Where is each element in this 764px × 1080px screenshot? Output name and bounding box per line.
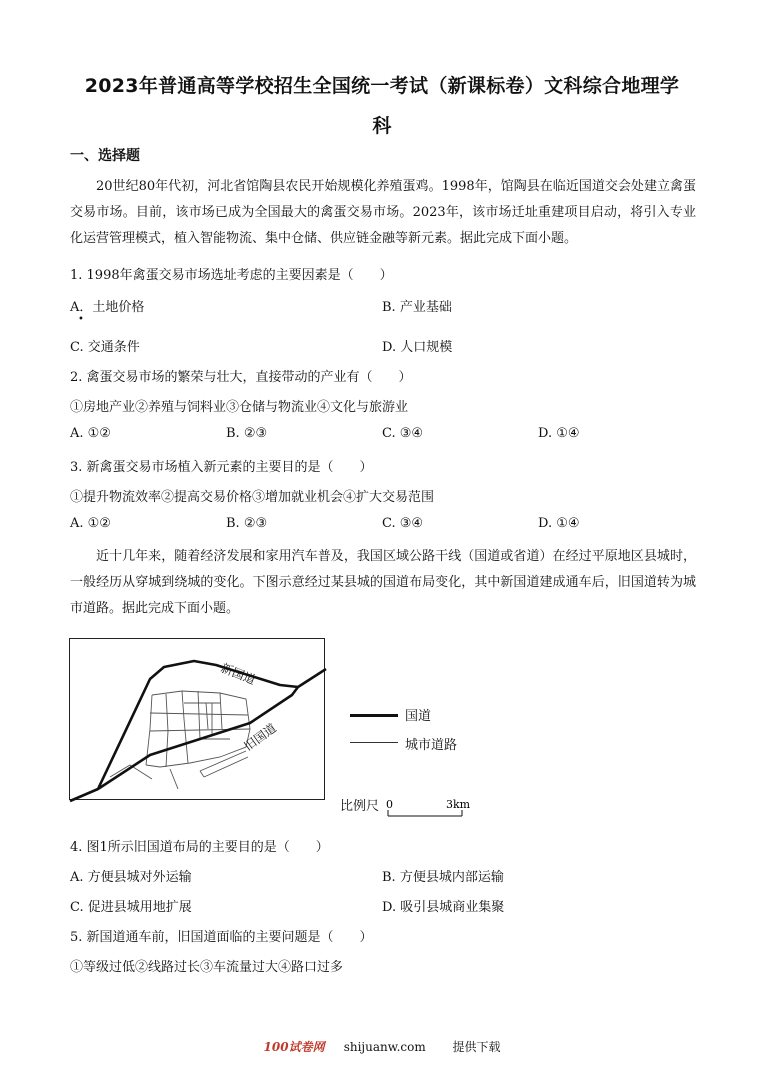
- q4-option-c: C. 促进县城用地扩展: [70, 900, 192, 915]
- scale-label: 比例尺: [340, 799, 380, 814]
- section-heading: 一、选择题: [70, 148, 140, 164]
- road-map-svg: [70, 639, 326, 801]
- city-road: [170, 769, 178, 789]
- q1-option-c: C. 交通条件: [70, 340, 140, 355]
- legend-national-line: [350, 714, 398, 717]
- q5-items: ①等级过低②线路过长③车流量过大④路口过多: [70, 960, 344, 975]
- city-road: [200, 751, 248, 777]
- national-roads: [70, 661, 326, 801]
- legend-national-label: 国道: [405, 709, 432, 724]
- road-map-figure: [69, 638, 325, 800]
- q1-option-d: D. 人口规模: [382, 340, 453, 355]
- page-footer: [0, 1038, 764, 1055]
- q1-option-b: B. 产业基础: [382, 300, 452, 315]
- legend-city-label: 城市道路: [405, 738, 458, 753]
- q3-option-d: D. ①④: [538, 516, 580, 531]
- q2-option-c: C. ③④: [382, 426, 424, 441]
- footer-note: 提供下载: [452, 1040, 501, 1054]
- scale-end: 3km: [446, 798, 471, 811]
- new-road-label: 新国道: [218, 660, 258, 688]
- document-title: [40, 66, 724, 146]
- city-road: [220, 693, 222, 729]
- title-line-2: 科: [372, 115, 392, 137]
- q1-stem: 1. 1998年禽蛋交易市场选址考虑的主要因素是（ ）: [70, 268, 393, 283]
- q2-stem: 2. 禽蛋交易市场的繁荣与壮大，直接带动的产业有（ ）: [70, 370, 412, 385]
- city-road: [198, 691, 200, 739]
- q4-stem: 4. 图1所示旧国道布局的主要目的是（ ）: [70, 840, 329, 855]
- scale-start: 0: [386, 798, 393, 811]
- footer-site-link[interactable]: shijuanw.com: [343, 1040, 426, 1054]
- q2-option-b: B. ②③: [226, 426, 268, 441]
- q3-items: ①提升物流效率②提高交易价格③增加就业机会④扩大交易范围: [70, 490, 435, 505]
- q2-option-d: D. ①④: [538, 426, 580, 441]
- title-line-1: 2023年普通高等学校招生全国统一考试（新课标卷）文科综合地理学: [84, 75, 680, 97]
- legend-city-line: [350, 742, 398, 743]
- old-road-label: 旧国道: [241, 720, 279, 754]
- passage-2: 近十几年来，随着经济发展和家用汽车普及，我国区域公路干线（国道或省道）在经过平原地区县城时，一般经历从穿城到绕城的变化。下图示意经过某县城的国道布局变化，其中新国道建成通车后，旧国道转为城市道路。据此完成下面小题。: [70, 549, 696, 616]
- q5-stem: 5. 新国道通车前，旧国道面临的主要问题是（ ）: [70, 930, 373, 945]
- scale-bar: [386, 798, 471, 818]
- stray-dot: •: [78, 314, 84, 325]
- q3-option-b: B. ②③: [226, 516, 268, 531]
- city-roads: [110, 691, 250, 789]
- q3-stem: 3. 新禽蛋交易市场植入新元素的主要目的是（ ）: [70, 460, 373, 475]
- old-national-road: [70, 669, 326, 801]
- q4-option-d: D. 吸引县城商业集聚: [382, 900, 505, 915]
- city-road: [182, 691, 188, 763]
- footer-brand-logo: 100试卷网: [263, 1040, 325, 1054]
- q4-option-b: B. 方便县城内部运输: [382, 870, 504, 885]
- q1-option-a: A．土地价格: [70, 300, 145, 315]
- q4-option-a: A. 方便县城对外运输: [70, 870, 192, 885]
- city-road: [206, 703, 208, 729]
- q2-option-a: A. ①②: [70, 426, 111, 441]
- q2-items: ①房地产业②养殖与饲料业③仓储与物流业④文化与旅游业: [70, 400, 409, 415]
- q3-option-c: C. ③④: [382, 516, 424, 531]
- q3-option-a: A. ①②: [70, 516, 111, 531]
- passage-1: 20世纪80年代初，河北省馆陶县农民开始规模化养殖蛋鸡。1998年，馆陶县在临近国道交会处建立禽蛋交易市场。目前，该市场已成为全国最大的禽蛋交易市场。2023年，该市场迁址重建项目启动，将引入专业化运营管理模式，植入智能物流、集中仓储、供应链金融等新元素。据此完成下面小题。: [70, 179, 696, 246]
